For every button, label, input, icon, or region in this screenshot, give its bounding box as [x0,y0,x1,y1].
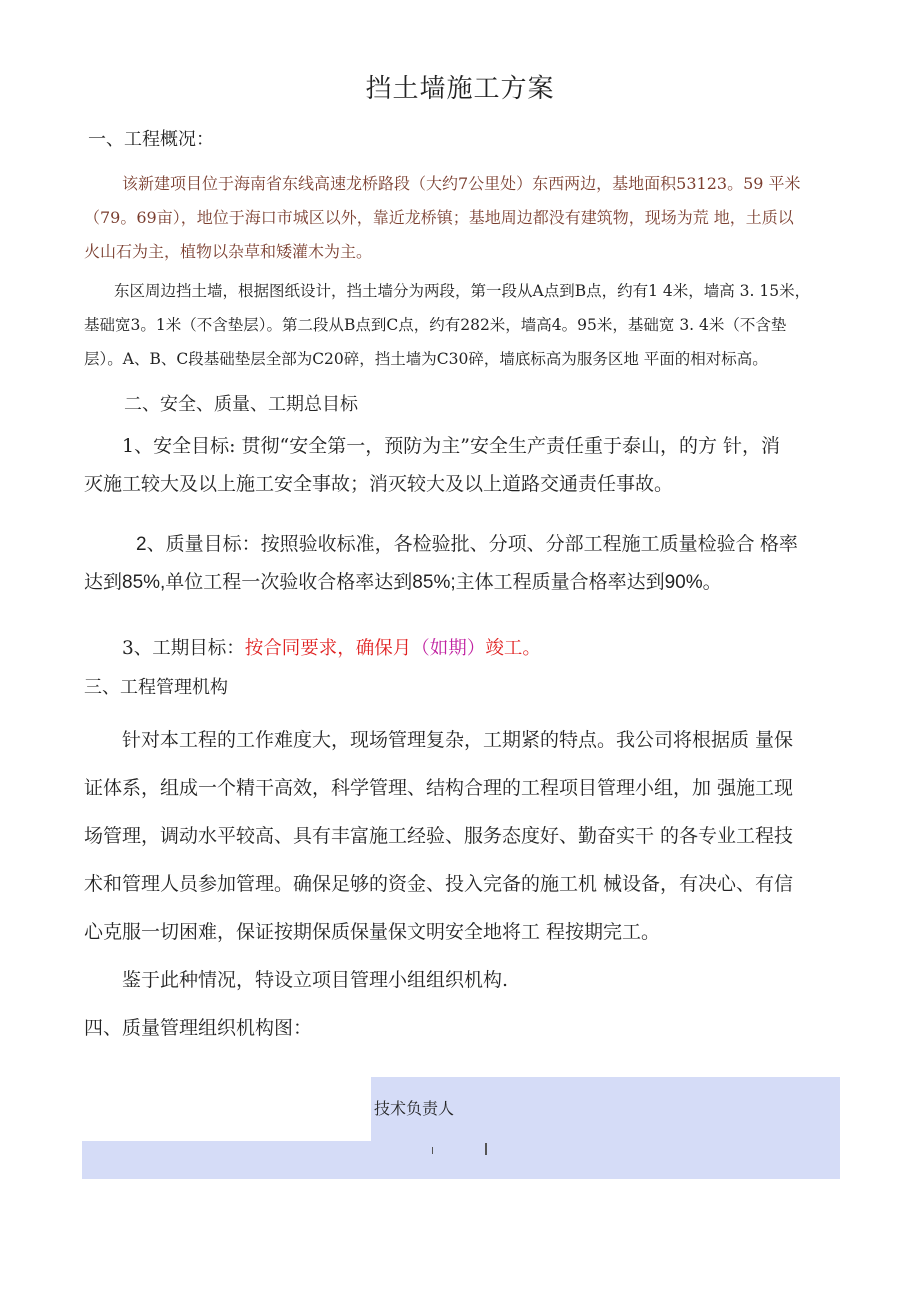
overview-paragraph-location [84,167,801,269]
text-line: 东区周边挡土墙，根据图纸设计，挡土墙分为两段，第一段从A点到B点，约有1 4米，墙高 3. 15米， [114,282,811,300]
organization-intro: 鉴于此种情况，特设立项目管理小组组织机构. [122,969,509,991]
schedule-goal-end: 竣工。 [485,638,541,659]
safety-goal [84,427,780,503]
schedule-goal-note: （如期） [411,638,486,659]
management-paragraph [84,716,793,956]
text-line: 术和管理人员参加管理。确保足够的资金、投入完备的施工机 械设备，有决心、有信 [84,873,794,895]
schedule-goal-label: 3、工期目标： [122,638,245,659]
org-chart-connector [485,1143,487,1155]
text-line: 2、质量目标：按照验收标准，各检验批、分项、分部工程施工质量检验合 格率 [136,534,798,555]
schedule-goal [122,634,541,660]
schedule-goal-highlight: 按合同要求，确保月 [244,638,412,659]
text-line: 证体系，组成一个精干高效，科学管理、结构合理的工程项目管理小组，加 强施工现 [84,777,794,799]
text-line: 1、安全目标: 贯彻“安全第一，预防为主”安全生产责任重于泰山，的方 针，消 [122,435,780,457]
text-line: 该新建项目位于海南省东线高速龙桥路段（大约7公里处）东西两边，基地面积53123。59 平米 [122,174,801,193]
org-chart-band [82,1141,840,1179]
org-chart-technical-lead: 技术负责人 [374,1099,455,1118]
text-line: 火山石为主，植物以杂草和矮灌木为主。 [84,242,373,261]
section-4-heading: 四、质量管理组织机构图： [84,1017,313,1039]
text-line: （79。69亩），地位于海口市城区以外，靠近龙桥镇；基地周边都没有建筑物，现场为荒 地，土质以 [84,208,794,227]
doc-title: 挡土墙施工方案 [365,74,555,104]
text-line: 基础宽3。1米（不含垫层）。第二段从B点到C点，约有282米，墙高4。95米，基础宽 3. 4米（不含垫 [84,316,787,334]
section-2-heading: 二、安全、质量、工期总目标 [124,394,358,415]
overview-paragraph-retaining-wall [84,274,810,376]
text-line: 达到85%,单位工程一次验收合格率达到85%;主体工程质量合格率达到90%。 [84,572,722,593]
section-1-heading: 一、工程概况： [88,129,214,150]
org-chart-connector [432,1147,433,1154]
text-line: 场管理，调动水平较高、具有丰富施工经验、服务态度好、勤奋实干 的各专业工程技 [84,825,794,847]
text-line: 层）。A、B、C段基础垫层全部为C20碎，挡土墙为C30碎，墙底标高为服务区地 平面的相对标高。 [84,350,768,368]
text-line: 灭施工较大及以上施工安全事故；消灭较大及以上道路交通责任事故。 [84,473,674,495]
text-line: 心克服一切困难，保证按期保质保量保文明安全地将工 程按期完工。 [84,921,661,943]
text-line: 针对本工程的工作难度大，现场管理复杂，工期紧的特点。我公司将根据质 量保 [122,729,794,751]
quality-goal [84,526,798,602]
section-3-heading: 三、工程管理机构 [84,677,228,698]
